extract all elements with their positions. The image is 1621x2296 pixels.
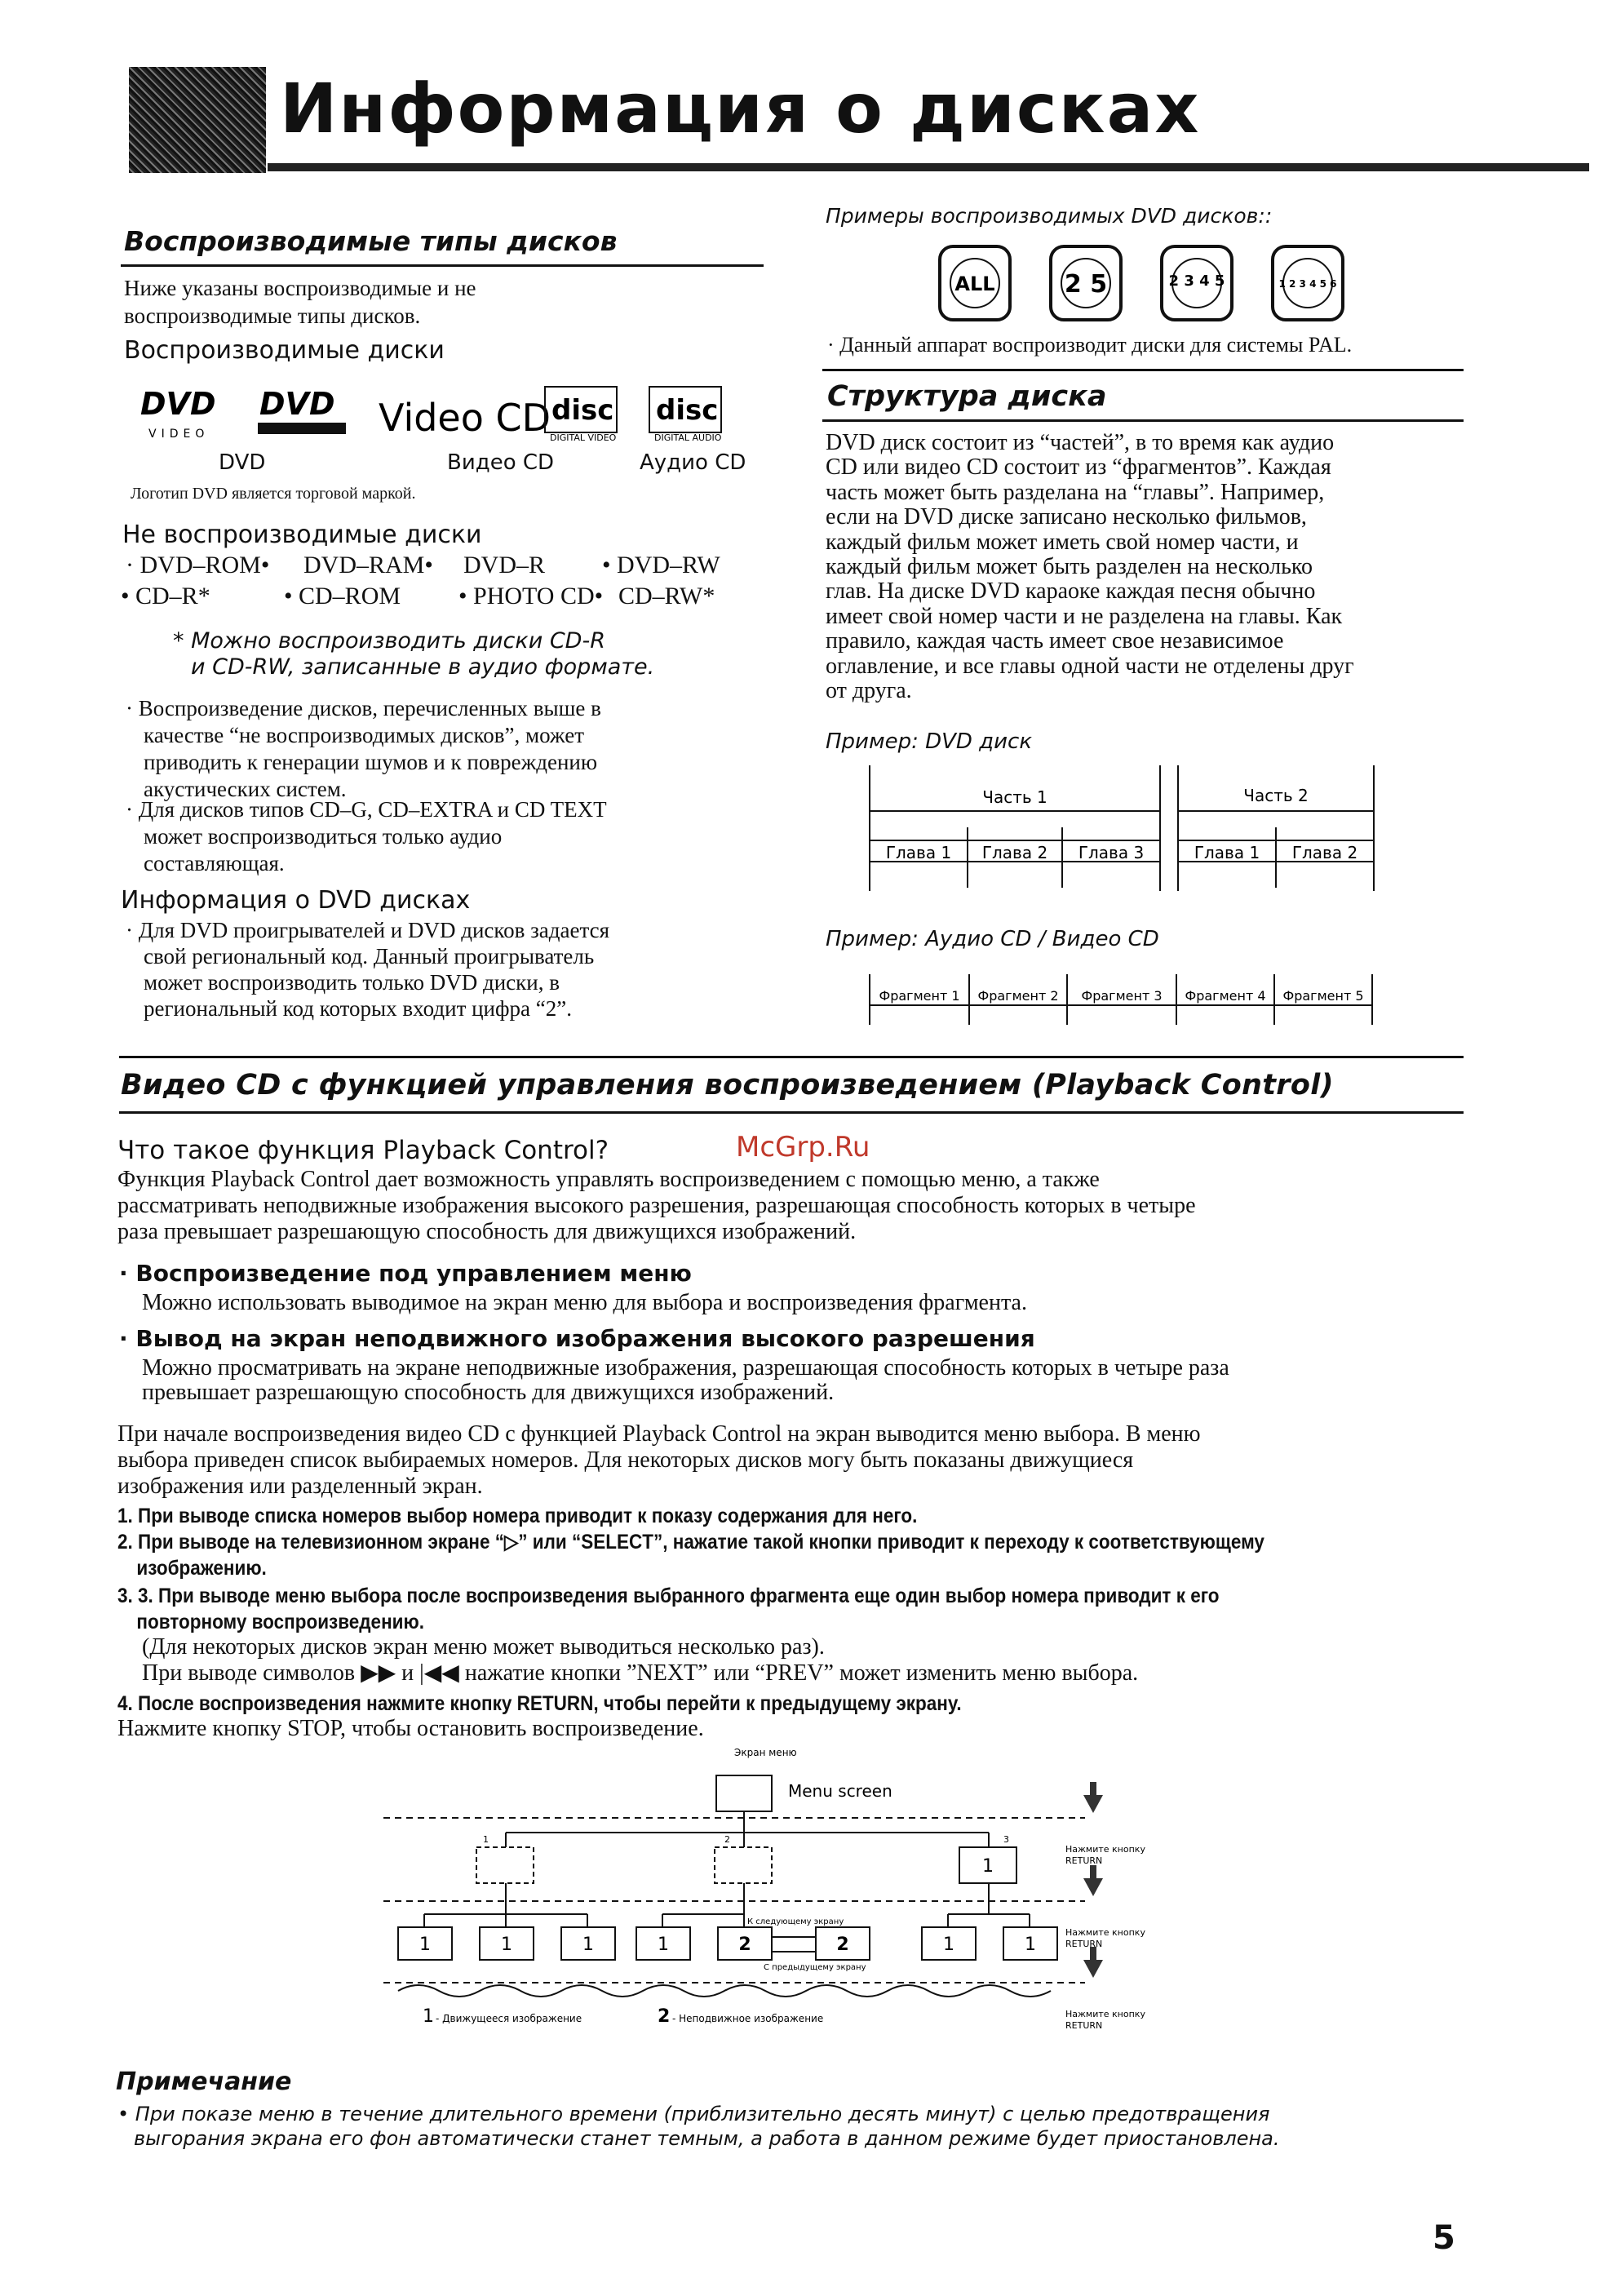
part-1-label: Часть 1 (982, 787, 1047, 807)
step-3-note-b: При выводе символов ▶▶ и |◀◀ нажатие кнопки ”NEXT” или “PREV” может изменить меню выбора. (142, 1660, 1139, 1686)
pbc-intro: Функция Playback Control дает возможность управлять воспроизведением с помощью меню, а также рассматривать неподвижные изображения высокого разрешения, разрешающая способность которых в четыре раза превышает разрешающую способность для движущихся изображений. (117, 1167, 1196, 1244)
fragment-4-label: Фрагмент 4 (1185, 988, 1266, 1004)
legend-1-num: 1 (423, 2006, 434, 2027)
feature2-text: Можно просматривать на экране неподвижные изображения, разрешающая способность которых в четыре раза превышает разрешающую способность для движущихся изображений. (142, 1355, 1229, 1405)
disc-logos (137, 380, 741, 445)
leaf-7: 1 (943, 1935, 954, 1955)
dvd-info-heading: Информация о DVD дисках (121, 886, 471, 915)
region-icons-svg (938, 243, 1362, 326)
leaf-3: 1 (582, 1935, 594, 1955)
playable-intro: Ниже указаны воспроизводимые и не воспроизводимые типы дисков. (124, 276, 476, 328)
dvd-logo (258, 386, 346, 434)
svg-text:disc: disc (551, 394, 614, 427)
step-3-note-a: (Для некоторых дисков экран меню может выводиться несколько раз). (142, 1634, 825, 1660)
branch-2-label: 2 (724, 1834, 730, 1845)
disc-logos-svg (137, 380, 741, 445)
pbc-paragraph: При начале воспроизведения видео CD с функцией Playback Control на экран выводится меню выбора. В меню выбора приведен список выбираемых номеров. Для некоторых дисков могу быть показаны движущиеся изображения или разделенный экран. (117, 1421, 1201, 1499)
svg-text:DVD: DVD (140, 386, 216, 422)
title-banner (129, 67, 1589, 173)
menu-navigation-diagram (375, 1746, 1240, 2040)
region-2345-icon (1162, 246, 1232, 320)
chapter-2-label: Глава 2 (981, 843, 1048, 862)
region-icons (938, 243, 1362, 326)
logo-caption-video-cd: Видео CD (447, 450, 555, 475)
logo-caption-dvd: DVD (219, 450, 266, 475)
svg-text:ALL: ALL (954, 273, 995, 295)
dvd-structure-svg (861, 759, 1384, 898)
feature2-title: · Вывод на экран неподвижного изображения высокого разрешения (119, 1325, 1035, 1352)
leaf-2: 1 (501, 1935, 512, 1955)
cd-example-label: Пример: Аудио CD / Видео CD (826, 927, 1159, 951)
fragment-5-label: Фрагмент 5 (1282, 988, 1364, 1004)
nonplayable-line1: · DVD–ROM• DVD–RAM• DVD–R • DVD–RW (126, 552, 720, 578)
leaf-6: 2 (836, 1935, 849, 1955)
structure-heading: Структура диска (827, 380, 1107, 413)
dvd-info-text: · Для DVD проигрывателей и DVD дисков задается свой региональный код. Данный проигрыватель может воспроизводить только DVD диски, в региональный код которых входит цифра “2”. (126, 918, 610, 1021)
branch-3-label: 3 (1003, 1834, 1009, 1845)
title-pattern-block (129, 67, 266, 173)
structure-rule (822, 419, 1464, 422)
leaf-4: 1 (658, 1935, 669, 1955)
fragment-2-label: Фрагмент 2 (977, 988, 1059, 1004)
fragment-1-label: Фрагмент 1 (879, 988, 960, 1004)
svg-text:Video CD: Video CD (379, 396, 551, 440)
return-label-2: Нажмите кнопку (1065, 1927, 1145, 1938)
region-all-icon (940, 246, 1010, 320)
return-label-3: Нажмите кнопку (1065, 2009, 1145, 2019)
part-2-label: Часть 2 (1243, 786, 1309, 805)
region-2-5-icon (1051, 246, 1121, 320)
pbc-question: Что такое функция Playback Control? (117, 1136, 609, 1165)
leaf-5: 2 (738, 1935, 751, 1955)
nonplayable-footnote: * Можно воспроизводить диски CD-R и CD-RW, записанные в аудио формате. (173, 628, 655, 680)
playable-subheading: Воспроизводимые диски (124, 336, 445, 365)
pal-note: · Данный аппарат воспроизводит диски для системы PAL. (827, 333, 1353, 357)
return-key-2: RETURN (1065, 1939, 1103, 1949)
nonplayable-bullet2: · Для дисков типов CD–G, CD–EXTRA и CD TEXT может воспроизводиться только аудио составляющая. (126, 797, 607, 875)
pbc-heading: Видео CD с функцией управления воспроизведением (Playback Control) (121, 1069, 1334, 1101)
fragment-3-label: Фрагмент 3 (1081, 988, 1163, 1004)
leaf-8: 1 (1025, 1935, 1036, 1955)
svg-text:VIDEO: VIDEO (148, 428, 210, 441)
svg-text:2 3 4 5: 2 3 4 5 (1168, 273, 1225, 290)
cd-structure-diagram (866, 971, 1380, 1028)
legend-2-num: 2 (658, 2006, 671, 2027)
page-title: Информация о дисках (280, 69, 1201, 148)
branch-1-label: 1 (483, 1834, 489, 1845)
menu-diagram-svg (375, 1746, 1240, 2040)
return-key-3: RETURN (1065, 2020, 1103, 2031)
prev-screen-label: С предыдущему экрану (764, 1963, 866, 1972)
chapter-2b-label: Глава 2 (1291, 843, 1358, 862)
pal-rule (822, 369, 1464, 371)
level2-box-3-num: 1 (982, 1856, 994, 1877)
pbc-top-rule (119, 1056, 1464, 1058)
next-screen-label: К следующему экрану (747, 1917, 844, 1926)
leaf-1: 1 (419, 1935, 431, 1955)
svg-text:2 5: 2 5 (1064, 270, 1108, 299)
dvd-video-logo (140, 386, 216, 441)
playable-types-heading: Воспроизводимые типы дисков (124, 225, 618, 257)
svg-text:1 2 3 4 5 6: 1 2 3 4 5 6 (1278, 278, 1337, 290)
return-key-1: RETURN (1065, 1855, 1103, 1866)
menu-screen-en-label: Menu screen (788, 1781, 892, 1801)
nonplayable-line2: • CD–R* • CD–ROM • PHOTO CD• CD–RW* (121, 583, 715, 609)
return-label-1: Нажмите кнопку (1065, 1844, 1145, 1855)
logo-caption-audio-cd: Аудио CD (640, 450, 746, 475)
playable-types-rule (121, 264, 764, 267)
stop-instruction: Нажмите кнопку STOP, чтобы остановить воспроизведение. (117, 1716, 704, 1741)
nonplayable-bullet1: · Воспроизведение дисков, перечисленных выше в качестве “не воспроизводимых дисков”, может приводить к генерации шумов и к повреждению акустических систем. (126, 696, 601, 801)
watermark: McGrp.Ru (736, 1131, 870, 1164)
nonplayable-heading: Не воспроизводимые диски (122, 521, 482, 549)
svg-text:DIGITAL VIDEO: DIGITAL VIDEO (550, 432, 617, 443)
examples-heading: Примеры воспроизводимых DVD дисков:: (826, 204, 1273, 228)
menu-screen-ru-label: Экран меню (734, 1747, 797, 1758)
chapter-3-label: Глава 3 (1078, 843, 1145, 862)
step-1: 1. При выводе списка номеров выбор номера приводит к показу содержания для него. (117, 1505, 918, 1527)
page-number: 5 (1433, 2219, 1455, 2257)
region-123456-icon (1273, 246, 1343, 320)
title-underline (268, 163, 1589, 171)
disc-digital-audio-logo (649, 387, 722, 443)
svg-text:DIGITAL AUDIO: DIGITAL AUDIO (654, 432, 722, 443)
feature1-text: Можно использовать выводимое на экран меню для выбора и воспроизведения фрагмента. (142, 1290, 1027, 1315)
chapter-1b-label: Глава 1 (1194, 843, 1260, 862)
step-2: 2. При выводе на телевизионном экране “▷” или “SELECT”, нажатие такой кнопки приводит к переходу к соответствующему изображению. (117, 1531, 1264, 1580)
legend-2-text: - Неподвижное изображение (672, 2013, 824, 2024)
dvd-trademark-note: Логотип DVD является торговой маркой. (131, 485, 416, 503)
chapter-1-label: Глава 1 (885, 843, 952, 862)
pbc-bottom-rule (119, 1111, 1464, 1114)
svg-text:disc: disc (656, 394, 719, 427)
disc-digital-video-logo (545, 387, 617, 443)
cd-structure-svg (866, 971, 1380, 1028)
feature1-title: · Воспроизведение под управлением меню (119, 1260, 692, 1287)
dvd-structure-diagram (861, 759, 1384, 898)
legend-1-text: - Движущееся изображение (436, 2013, 582, 2024)
dvd-example-label: Пример: DVD диск (826, 729, 1033, 754)
video-cd-logo (379, 396, 551, 440)
svg-text:DVD: DVD (259, 386, 335, 422)
note-heading: Примечание (116, 2068, 292, 2096)
note-text: • При показе меню в течение длительного времени (приблизительно десять минут) с целью предотвращения выгорания экрана его фон автоматически станет темным, а работа в данном режиме будет приостановлена. (117, 2103, 1280, 2150)
step-3: 3. 3. При выводе меню выбора после воспроизведения выбранного фрагмента еще один выбор номера приводит к его повторному воспроизведению. (117, 1585, 1220, 1633)
step-4: 4. После воспроизведения нажмите кнопку RETURN, чтобы перейти к предыдущему экрану. (117, 1692, 962, 1715)
structure-text: DVD диск состоит из “частей”, в то время как аудио CD или видео CD состоит из “фрагментов”. Каждая часть может быть разделана на “главы”. Например, если на DVD диске записано несколько фильмов, каждый фильм может иметь свой номер части, и каждый фильм может быть разделен на несколько глав. На диске DVD караоке каждая песня обычно имеет свой номер части и не разделена на главы. Как правило, каждая часть имеет свое независимое оглавление, и все главы одной части не отделены друг от друга. (826, 430, 1354, 704)
